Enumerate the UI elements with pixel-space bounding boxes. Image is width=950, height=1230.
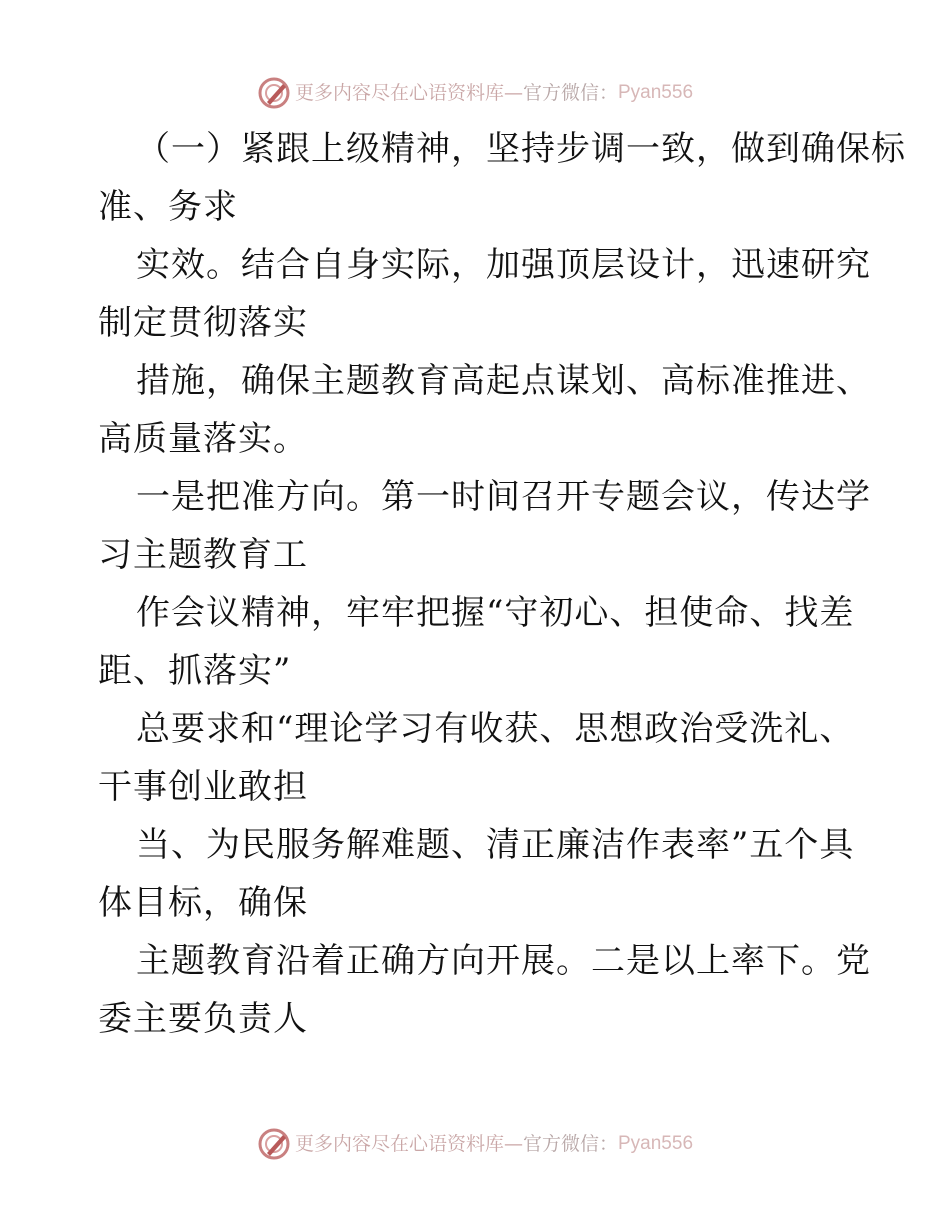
text-line: 习主题教育工 — [98, 535, 308, 575]
watermark-id: Pyan556 — [618, 1133, 694, 1154]
text-line: （一）紧跟上级精神，坚持步调一致，做到确保标 — [136, 129, 906, 169]
circular-seal-pen-icon — [257, 1127, 291, 1161]
watermark-main-text: 更多内容尽在心语资料库 — [294, 82, 504, 104]
watermark-dash: — — [503, 82, 523, 104]
text-line: 一是把准方向。第一时间召开专题会议，传达学 — [136, 477, 871, 517]
footer-watermark — [0, 1127, 950, 1161]
text-line: 主题教育沿着正确方向开展。二是以上率下。党 — [136, 941, 871, 981]
watermark-main-text: 更多内容尽在心语资料库 — [294, 1133, 504, 1155]
circular-seal-pen-icon — [257, 76, 291, 110]
text-line: 体目标，确保 — [98, 883, 308, 923]
watermark-label: 官方微信： — [522, 1133, 618, 1155]
text-line: 委主要负责人 — [98, 999, 308, 1039]
header-watermark — [0, 76, 950, 110]
text-line: 高质量落实。 — [98, 419, 308, 459]
text-line: 当、为民服务解难题、清正廉洁作表率”五个具 — [136, 825, 855, 865]
text-line: 总要求和“理论学习有收获、思想政治受洗礼、 — [136, 709, 855, 749]
text-line: 措施，确保主题教育高起点谋划、高标准推进、 — [136, 361, 871, 401]
text-line: 作会议精神，牢牢把握“守初心、担使命、找差 — [136, 593, 855, 633]
text-line: 距、抓落实” — [98, 651, 292, 691]
watermark-label: 官方微信： — [522, 82, 618, 104]
text-line: 干事创业敢担 — [98, 767, 308, 807]
watermark-dash: — — [503, 1133, 523, 1155]
document-body — [98, 120, 906, 1048]
watermark-id: Pyan556 — [618, 82, 694, 103]
text-line: 制定贯彻落实 — [98, 303, 308, 343]
text-line: 实效。结合自身实际，加强顶层设计，迅速研究 — [136, 245, 871, 285]
text-line: 准、务求 — [98, 187, 238, 227]
